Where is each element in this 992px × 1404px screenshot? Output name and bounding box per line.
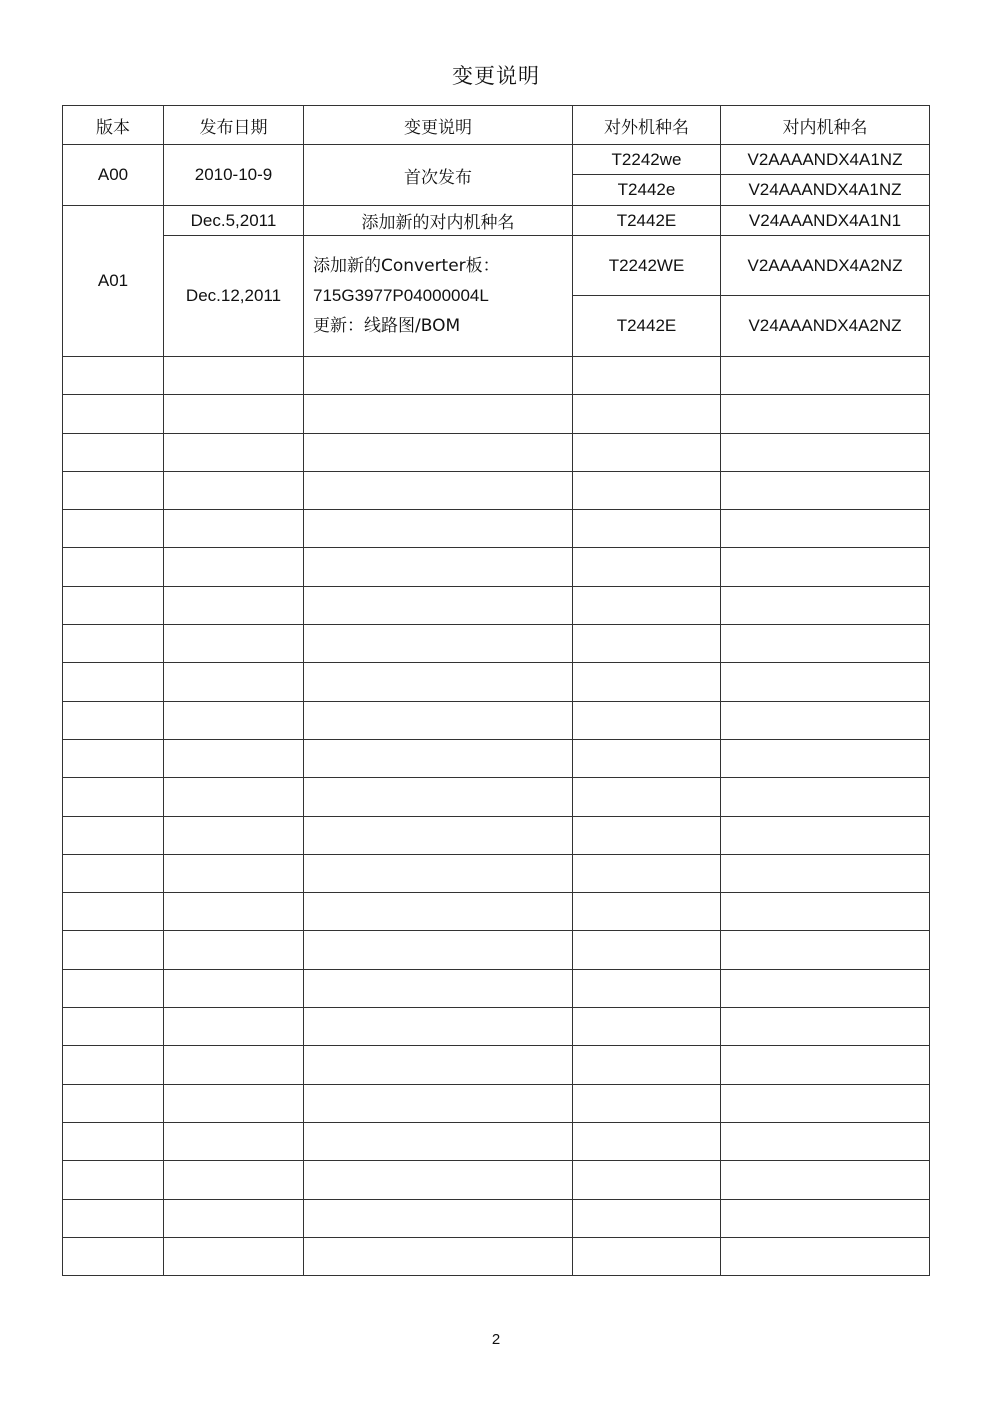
empty-cell — [721, 357, 930, 395]
empty-cell — [304, 778, 573, 816]
empty-cell — [721, 854, 930, 892]
empty-cell — [721, 1199, 930, 1237]
empty-cell — [573, 395, 721, 433]
internal-model-cell: V24AAANDX4A1NZ — [721, 175, 930, 206]
empty-cell — [63, 586, 164, 624]
empty-cell — [164, 548, 304, 586]
empty-cell — [164, 357, 304, 395]
empty-cell — [164, 510, 304, 548]
empty-cell — [304, 1084, 573, 1122]
empty-cell — [63, 931, 164, 969]
empty-row — [63, 1084, 930, 1122]
empty-cell — [63, 816, 164, 854]
internal-model-cell: V24AAANDX4A1N1 — [721, 206, 930, 236]
empty-cell — [573, 471, 721, 509]
empty-cell — [304, 931, 573, 969]
header-internal-model: 对内机种名 — [721, 106, 930, 145]
empty-cell — [573, 778, 721, 816]
empty-row — [63, 778, 930, 816]
empty-cell — [573, 433, 721, 471]
description-line: 更新：线路图/BOM — [313, 316, 461, 336]
empty-cell — [63, 969, 164, 1007]
empty-cell — [721, 510, 930, 548]
description-cell: 首次发布 — [304, 145, 573, 206]
empty-cell — [304, 395, 573, 433]
empty-row — [63, 586, 930, 624]
empty-cell — [721, 1161, 930, 1199]
empty-row — [63, 433, 930, 471]
change-log-table — [62, 105, 930, 1276]
empty-cell — [63, 778, 164, 816]
empty-cell — [164, 854, 304, 892]
empty-cell — [164, 931, 304, 969]
empty-cell — [164, 625, 304, 663]
empty-cell — [573, 969, 721, 1007]
empty-cell — [63, 471, 164, 509]
internal-model-cell: V24AAANDX4A2NZ — [721, 296, 930, 357]
empty-cell — [164, 433, 304, 471]
internal-model-cell: V2AAAANDX4A2NZ — [721, 236, 930, 296]
empty-row — [63, 1199, 930, 1237]
empty-cell — [304, 548, 573, 586]
table-row — [63, 206, 930, 236]
external-model-cell: T2442E — [573, 206, 721, 236]
empty-cell — [304, 1046, 573, 1084]
empty-row — [63, 1008, 930, 1046]
empty-row — [63, 701, 930, 739]
empty-cell — [721, 778, 930, 816]
empty-cell — [304, 471, 573, 509]
table-row — [63, 145, 930, 175]
empty-row — [63, 357, 930, 395]
empty-cell — [721, 739, 930, 777]
empty-cell — [63, 1237, 164, 1275]
date-cell: Dec.12,2011 — [164, 236, 304, 357]
version-cell: A00 — [63, 145, 164, 206]
empty-cell — [63, 1161, 164, 1199]
empty-cell — [164, 969, 304, 1007]
empty-cell — [573, 1161, 721, 1199]
empty-cell — [164, 1237, 304, 1275]
empty-cell — [721, 395, 930, 433]
date-cell: Dec.5,2011 — [164, 206, 304, 236]
empty-cell — [573, 1199, 721, 1237]
empty-cell — [304, 739, 573, 777]
empty-cell — [63, 1084, 164, 1122]
empty-cell — [721, 1084, 930, 1122]
page-number: 2 — [491, 1331, 501, 1348]
empty-cell — [304, 1122, 573, 1160]
empty-cell — [304, 1008, 573, 1046]
empty-cell — [721, 931, 930, 969]
empty-cell — [721, 548, 930, 586]
empty-cell — [164, 586, 304, 624]
empty-cell — [721, 701, 930, 739]
empty-cell — [721, 1122, 930, 1160]
external-model-cell: T2442e — [573, 175, 721, 206]
empty-cell — [304, 625, 573, 663]
empty-cell — [721, 816, 930, 854]
empty-cell — [573, 1122, 721, 1160]
empty-row — [63, 1046, 930, 1084]
description-cell — [304, 236, 573, 357]
empty-cell — [164, 893, 304, 931]
description-cell: 添加新的对内机种名 — [304, 206, 573, 236]
empty-cell — [573, 663, 721, 701]
empty-cell — [63, 1199, 164, 1237]
description-line: 添加新的Converter板： — [313, 256, 500, 276]
empty-cell — [573, 548, 721, 586]
empty-cell — [304, 893, 573, 931]
empty-cell — [721, 1237, 930, 1275]
empty-cell — [164, 1122, 304, 1160]
empty-cell — [164, 739, 304, 777]
external-model-cell: T2242we — [573, 145, 721, 175]
empty-row — [63, 739, 930, 777]
table-header-row — [63, 106, 930, 145]
empty-cell — [63, 1008, 164, 1046]
header-release-date: 发布日期 — [164, 106, 304, 145]
version-cell: A01 — [63, 206, 164, 357]
table-row — [63, 236, 930, 296]
external-model-cell: T2242WE — [573, 236, 721, 296]
empty-cell — [573, 893, 721, 931]
empty-cell — [573, 816, 721, 854]
empty-cell — [573, 586, 721, 624]
empty-row — [63, 816, 930, 854]
empty-cell — [63, 625, 164, 663]
empty-cell — [573, 701, 721, 739]
empty-cell — [573, 1008, 721, 1046]
empty-cell — [304, 510, 573, 548]
empty-cell — [573, 625, 721, 663]
empty-cell — [304, 969, 573, 1007]
header-version: 版本 — [63, 106, 164, 145]
empty-cell — [573, 510, 721, 548]
empty-cell — [164, 663, 304, 701]
page-title: 变更说明 — [452, 64, 540, 88]
empty-row — [63, 395, 930, 433]
empty-row — [63, 510, 930, 548]
empty-cell — [304, 433, 573, 471]
empty-cell — [304, 854, 573, 892]
empty-cell — [63, 1122, 164, 1160]
empty-cell — [721, 663, 930, 701]
empty-cell — [573, 1084, 721, 1122]
empty-cell — [63, 433, 164, 471]
empty-cell — [63, 357, 164, 395]
empty-cell — [63, 663, 164, 701]
empty-cell — [164, 1161, 304, 1199]
empty-row — [63, 548, 930, 586]
empty-cell — [721, 1008, 930, 1046]
empty-cell — [63, 893, 164, 931]
empty-cell — [573, 1237, 721, 1275]
empty-cell — [573, 931, 721, 969]
empty-cell — [304, 357, 573, 395]
header-external-model: 对外机种名 — [573, 106, 721, 145]
empty-row — [63, 931, 930, 969]
empty-cell — [164, 1046, 304, 1084]
empty-cell — [304, 1237, 573, 1275]
empty-cell — [573, 357, 721, 395]
empty-cell — [721, 893, 930, 931]
empty-cell — [63, 701, 164, 739]
empty-cell — [304, 816, 573, 854]
empty-cell — [721, 1046, 930, 1084]
empty-cell — [63, 1046, 164, 1084]
empty-cell — [304, 1199, 573, 1237]
empty-cell — [63, 395, 164, 433]
blank-rows — [63, 357, 930, 1276]
empty-cell — [721, 625, 930, 663]
empty-cell — [304, 1161, 573, 1199]
empty-cell — [164, 1199, 304, 1237]
header-description: 变更说明 — [304, 106, 573, 145]
date-cell: 2010-10-9 — [164, 145, 304, 206]
empty-cell — [573, 854, 721, 892]
empty-cell — [164, 471, 304, 509]
empty-cell — [164, 701, 304, 739]
empty-row — [63, 471, 930, 509]
empty-cell — [164, 816, 304, 854]
empty-cell — [573, 739, 721, 777]
description-line: 715G3977P04000004L — [313, 286, 489, 305]
empty-cell — [721, 969, 930, 1007]
empty-cell — [304, 663, 573, 701]
empty-cell — [164, 1084, 304, 1122]
empty-row — [63, 1161, 930, 1199]
empty-row — [63, 854, 930, 892]
empty-cell — [304, 586, 573, 624]
empty-cell — [164, 395, 304, 433]
empty-row — [63, 625, 930, 663]
empty-cell — [721, 586, 930, 624]
empty-row — [63, 969, 930, 1007]
empty-cell — [721, 433, 930, 471]
empty-cell — [721, 471, 930, 509]
empty-row — [63, 1122, 930, 1160]
empty-cell — [63, 510, 164, 548]
empty-cell — [304, 701, 573, 739]
internal-model-cell: V2AAAANDX4A1NZ — [721, 145, 930, 175]
external-model-cell: T2442E — [573, 296, 721, 357]
empty-cell — [164, 1008, 304, 1046]
empty-cell — [573, 1046, 721, 1084]
empty-row — [63, 893, 930, 931]
empty-cell — [63, 548, 164, 586]
empty-row — [63, 1237, 930, 1275]
empty-cell — [164, 778, 304, 816]
empty-cell — [63, 854, 164, 892]
empty-row — [63, 663, 930, 701]
empty-cell — [63, 739, 164, 777]
